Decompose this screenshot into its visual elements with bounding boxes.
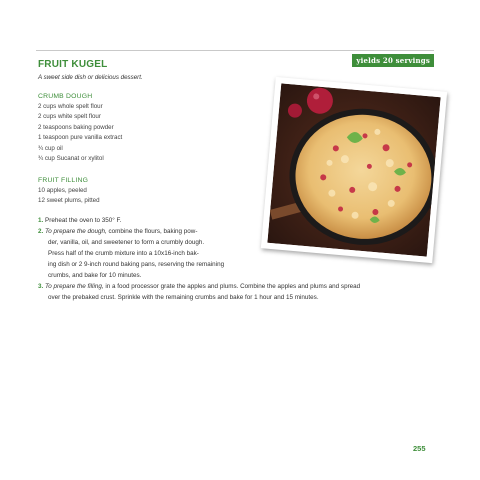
fruit-filling-list xyxy=(38,186,100,207)
step-2-line: crumbs, and bake for 10 minutes. xyxy=(48,272,142,279)
kugel-photo-illustration xyxy=(267,83,440,256)
ingredient-item: 2 cups white spelt flour xyxy=(38,113,101,121)
step-2-line: ing dish or 2 9-inch round baking pans, reserving the remaining xyxy=(48,261,225,268)
fruit-filling-heading: FRUIT FILLING xyxy=(38,177,89,184)
ingredient-item: ¾ cup oil xyxy=(38,144,63,152)
step-3: 3. To prepare the filling, in a food processor grate the apples and plums. Combine the apples and plums and spread xyxy=(38,283,361,290)
kugel-photo xyxy=(261,77,447,263)
page-number: 255 xyxy=(413,444,426,453)
crumb-dough-list xyxy=(38,102,122,164)
recipe-title: FRUIT KUGEL xyxy=(38,59,108,70)
yield-badge: yields 20 servings xyxy=(352,54,434,67)
ingredient-item: ¾ cup Sucanat or xylitol xyxy=(38,155,104,163)
ingredient-item: 1 teaspoon pure vanilla extract xyxy=(38,134,123,142)
step-3-line: over the prebaked crust. Sprinkle with the remaining crumbs and bake for 1 hour and 15 minutes. xyxy=(48,294,319,301)
ingredient-item: 2 cups whole spelt flour xyxy=(38,103,103,110)
step-2-line: Press half of the crumb mixture into a 10x16-inch bak- xyxy=(48,250,199,257)
step-2-line: der, vanilla, oil, and sweetener to form a crumbly dough. xyxy=(48,239,205,246)
ingredient-item: 12 sweet plums, pitted xyxy=(38,197,100,205)
step-1: 1. Preheat the oven to 350° F. xyxy=(38,217,122,224)
ingredient-item: 2 teaspoons baking powder xyxy=(38,123,114,131)
ingredient-item: 10 apples, peeled xyxy=(38,187,87,194)
header-rule xyxy=(36,50,434,51)
step-2: 2. To prepare the dough, combine the flours, baking pow- xyxy=(38,228,198,235)
recipe-subtitle: A sweet side dish or delicious dessert. xyxy=(38,74,143,81)
crumb-dough-heading: CRUMB DOUGH xyxy=(38,93,93,100)
